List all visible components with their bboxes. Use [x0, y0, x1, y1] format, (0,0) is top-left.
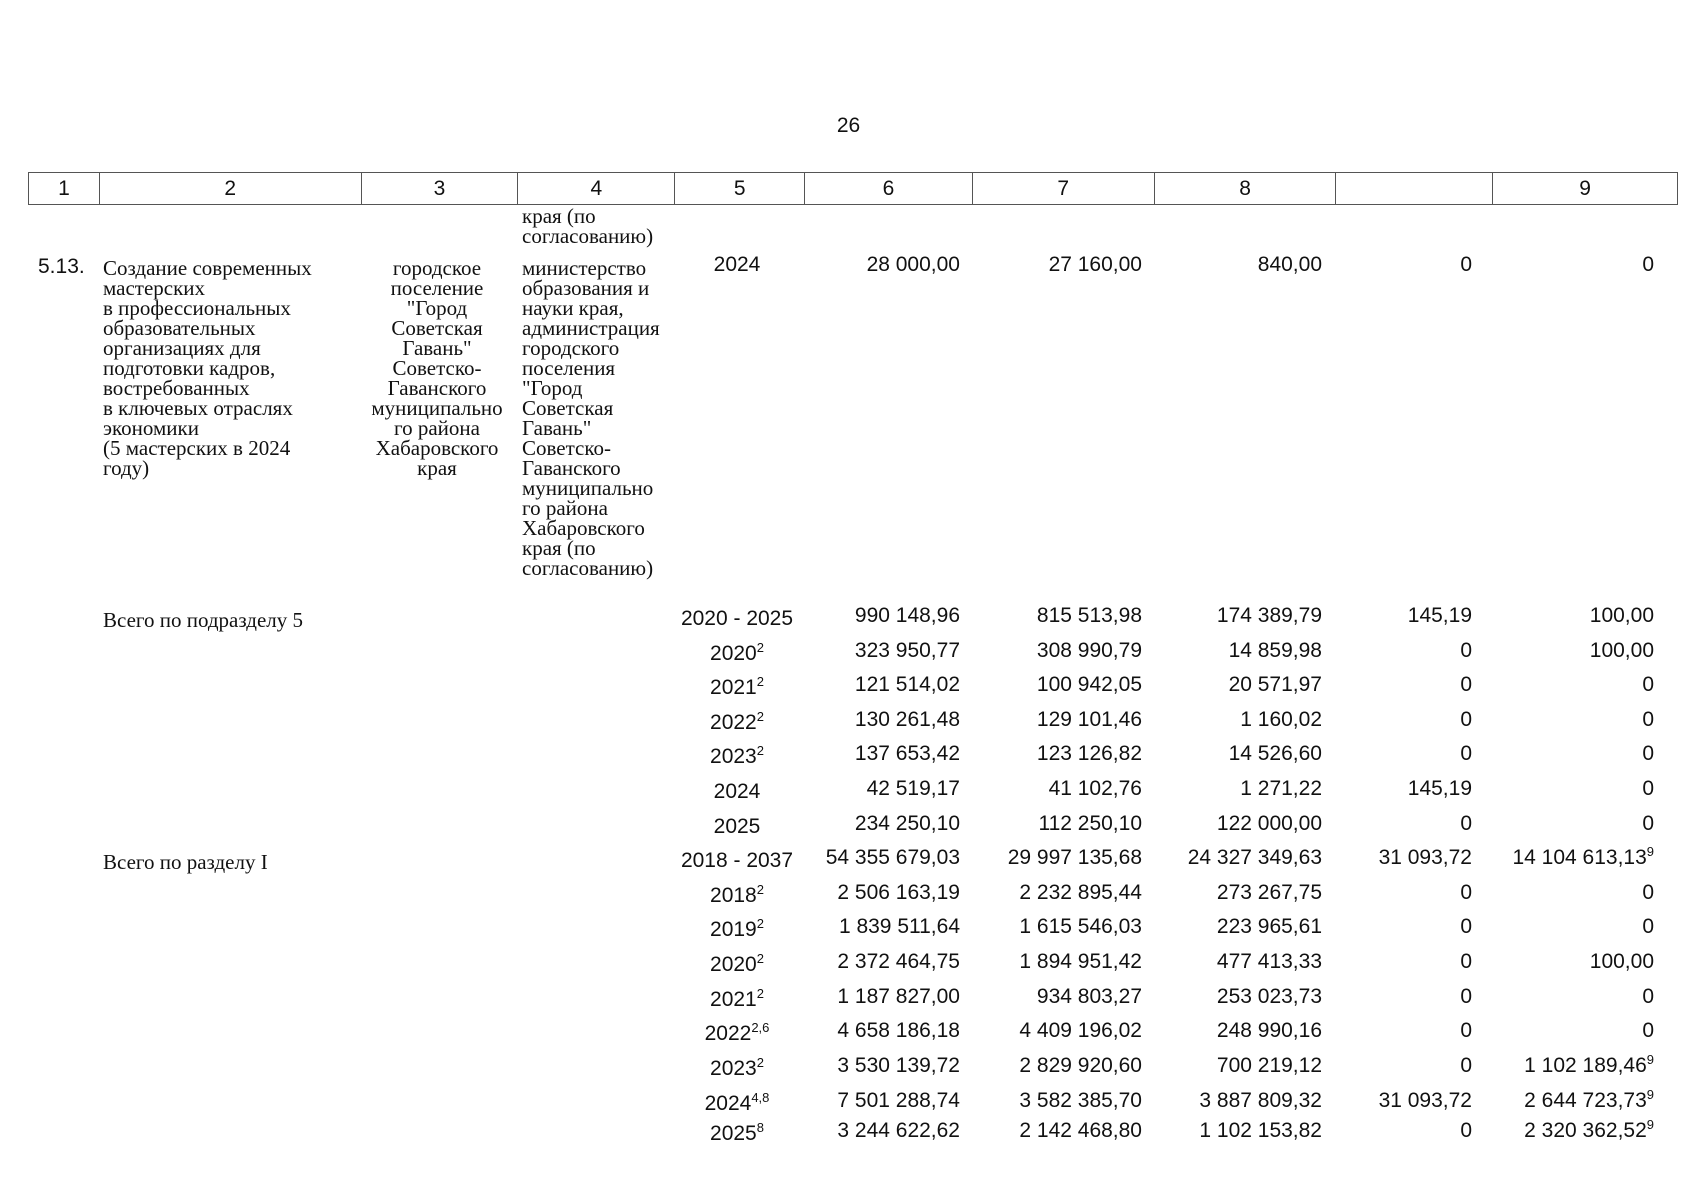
footnote-marker: 2 — [756, 674, 764, 690]
footnote-marker: 9 — [1646, 1087, 1654, 1102]
row-value-6: 7 501 288,74 — [837, 1089, 960, 1112]
footnote-marker: 9 — [1646, 1117, 1654, 1132]
row-value-8: 273 267,75 — [1216, 881, 1322, 904]
row-year: 2022$^2$ — [710, 708, 764, 734]
row-value-8: 840,00 — [1257, 253, 1322, 276]
row-year: 2025 — [713, 814, 761, 838]
row-number: 5.13. — [38, 255, 85, 278]
row-value-7: 123 126,82 — [1036, 742, 1142, 766]
row-value-8: 24 327 349,63 — [1187, 846, 1322, 869]
row-value-9: 100,00 — [1589, 604, 1654, 627]
row-value-9: 0 — [1642, 985, 1654, 1008]
row-value-7: 2 142 468,80 — [1019, 1119, 1142, 1142]
footnote-marker: 2 — [756, 639, 764, 655]
page-number: 26 — [836, 114, 861, 137]
row-value-9: 100,00 — [1589, 950, 1654, 973]
footnote-marker: 2 — [756, 1055, 764, 1070]
header-col-4: 4 — [517, 173, 674, 204]
row-value-9: 2 320 362,52$^9$ — [1524, 1117, 1654, 1142]
header-col-2: 2 — [99, 173, 361, 204]
footnote-marker: 9 — [1646, 844, 1654, 859]
row-value-extra: 0 — [1460, 985, 1472, 1008]
carry-over-text: края (по согласованию) — [522, 204, 654, 248]
row-value-extra: 0 — [1460, 638, 1472, 662]
footnote-marker: 2 — [756, 743, 764, 759]
row-value-7: 934 803,27 — [1036, 985, 1142, 1008]
row-year: 2020$^2$ — [710, 951, 764, 976]
row-value-8: 477 413,33 — [1216, 950, 1322, 973]
row-year: 2021$^2$ — [710, 674, 764, 700]
header-col-8: 8 — [1154, 173, 1336, 204]
row-value-8: 3 887 809,32 — [1199, 1089, 1322, 1112]
row-value-8: 248 990,16 — [1216, 1019, 1322, 1042]
row-value-extra: 0 — [1460, 1119, 1472, 1142]
row-value-7: 3 582 385,70 — [1019, 1089, 1142, 1112]
footnote-marker: 2 — [756, 916, 764, 931]
row-value-6: 990 148,96 — [854, 604, 960, 627]
total-label: Всего по разделу I — [103, 850, 268, 874]
row-value-9: 100,00 — [1589, 638, 1654, 662]
row-name: Создание современных мастерских в профессиональных образовательных организациях для подготовки кадров, востребованных в ключевых отраслях экономики (5 мастерских в 2024 году) — [103, 256, 312, 480]
row-value-9: 0 — [1642, 811, 1654, 835]
row-value-extra: 31 093,72 — [1378, 846, 1472, 869]
row-value-9: 2 644 723,73$^9$ — [1524, 1087, 1654, 1112]
footnote-marker: 4,8 — [751, 1090, 770, 1105]
row-value-9: 0 — [1642, 1019, 1654, 1042]
row-value-9: 0 — [1642, 915, 1654, 938]
row-value-6: 3 530 139,72 — [837, 1054, 960, 1077]
footnote-marker: 2 — [756, 882, 764, 897]
footnote-marker: 2 — [756, 951, 764, 966]
row-value-8: 1 160,02 — [1240, 707, 1322, 731]
footnote-marker: 2 — [756, 986, 764, 1001]
row-value-6: 130 261,48 — [854, 707, 960, 731]
table-header — [28, 172, 1678, 205]
row-value-extra: 0 — [1460, 673, 1472, 697]
row-year: 2019$^2$ — [710, 916, 764, 941]
row-value-7: 129 101,46 — [1036, 707, 1142, 731]
row-value-7: 100 942,05 — [1036, 673, 1142, 697]
row-value-extra: 0 — [1460, 253, 1472, 276]
row-year: 2022$^{2,6}$ — [704, 1020, 770, 1045]
row-value-extra: 0 — [1460, 1054, 1472, 1077]
row-value-extra: 0 — [1460, 811, 1472, 835]
row-year: 2024 — [713, 253, 761, 276]
row-value-8: 223 965,61 — [1216, 915, 1322, 938]
row-year: 2024$^{4,8}$ — [704, 1090, 770, 1115]
row-value-extra: 0 — [1460, 1019, 1472, 1042]
row-year: 2020 - 2025 — [680, 607, 794, 630]
row-value-6: 2 372 464,75 — [837, 950, 960, 973]
header-col-9: 9 — [1492, 173, 1677, 204]
row-value-9: 0 — [1642, 673, 1654, 697]
row-value-6: 4 658 186,18 — [837, 1019, 960, 1042]
row-value-6: 3 244 622,62 — [837, 1119, 960, 1142]
header-col-3: 3 — [361, 173, 518, 204]
row-value-8: 253 023,73 — [1216, 985, 1322, 1008]
row-value-8: 122 000,00 — [1216, 811, 1322, 835]
footnote-marker: 2 — [756, 708, 764, 724]
row-year: 2020$^2$ — [710, 639, 764, 665]
row-value-extra: 0 — [1460, 881, 1472, 904]
row-value-9: 0 — [1642, 777, 1654, 800]
row-value-7: 2 232 895,44 — [1019, 881, 1142, 904]
header-col-7: 7 — [972, 173, 1154, 204]
row-value-9: 0 — [1642, 253, 1654, 276]
row-value-extra: 145,19 — [1407, 604, 1472, 627]
row-year: 2021$^2$ — [710, 986, 764, 1011]
row-value-7: 1 894 951,42 — [1019, 950, 1142, 973]
footnote-marker: 2,6 — [751, 1020, 770, 1035]
row-year: 2023$^2$ — [710, 743, 764, 769]
row-value-6: 234 250,10 — [854, 811, 960, 835]
row-value-7: 112 250,10 — [1038, 811, 1142, 835]
footnote-marker: 8 — [756, 1120, 764, 1135]
row-value-7: 1 615 546,03 — [1019, 915, 1142, 938]
header-col-6: 6 — [804, 173, 972, 204]
row-value-7: 27 160,00 — [1048, 253, 1142, 276]
row-value-6: 28 000,00 — [866, 253, 960, 276]
row-value-7: 2 829 920,60 — [1019, 1054, 1142, 1077]
row-value-extra: 145,19 — [1407, 777, 1472, 800]
header-col-extra — [1335, 173, 1492, 204]
row-year: 2024 — [713, 780, 761, 803]
row-value-6: 1 187 827,00 — [837, 985, 960, 1008]
row-value-extra: 31 093,72 — [1378, 1089, 1472, 1112]
footnote-marker: 9 — [1646, 1052, 1654, 1067]
row-value-7: 815 513,98 — [1036, 604, 1142, 627]
row-value-extra: 0 — [1460, 707, 1472, 731]
row-value-7: 29 997 135,68 — [1007, 846, 1142, 869]
row-executor: министерство образования и науки края, администрация городского поселения "Город Советская Гавань" Советско- Гаванского муниципально го района Хабаровского края (по согласованию) — [522, 256, 660, 580]
row-value-6: 121 514,02 — [854, 673, 960, 697]
row-value-extra: 0 — [1460, 742, 1472, 766]
row-value-9: 14 104 613,13$^9$ — [1512, 844, 1654, 869]
row-location: городское поселение "Город Советская Гавань" Советско- Гаванского муниципально го района Хабаровского края — [371, 256, 503, 480]
row-value-9: 0 — [1642, 742, 1654, 766]
row-value-9: 0 — [1642, 707, 1654, 731]
row-value-7: 4 409 196,02 — [1019, 1019, 1142, 1042]
row-value-9: 1 102 189,46$^9$ — [1524, 1052, 1654, 1077]
row-year: 2023$^2$ — [710, 1055, 764, 1080]
row-year: 2025$^8$ — [710, 1120, 764, 1145]
row-value-8: 1 271,22 — [1240, 777, 1322, 800]
row-value-9: 0 — [1642, 881, 1654, 904]
row-value-7: 41 102,76 — [1048, 777, 1142, 800]
header-col-5: 5 — [674, 173, 804, 204]
row-year: 2018 - 2037 — [680, 849, 794, 872]
row-value-8: 20 571,97 — [1228, 673, 1322, 697]
row-value-8: 700 219,12 — [1216, 1054, 1322, 1077]
row-value-6: 54 355 679,03 — [825, 846, 960, 869]
row-value-6: 323 950,77 — [854, 638, 960, 662]
row-value-8: 14 859,98 — [1228, 638, 1322, 662]
row-value-6: 1 839 511,64 — [838, 915, 960, 938]
row-value-8: 1 102 153,82 — [1199, 1119, 1322, 1142]
row-value-8: 174 389,79 — [1216, 604, 1322, 627]
row-value-extra: 0 — [1460, 915, 1472, 938]
header-col-1: 1 — [58, 177, 70, 200]
subtotal-label: Всего по подразделу 5 — [103, 608, 304, 632]
row-value-6: 42 519,17 — [866, 777, 960, 800]
row-value-6: 2 506 163,19 — [837, 881, 960, 904]
row-year: 2018$^2$ — [710, 882, 764, 907]
row-value-6: 137 653,42 — [854, 742, 960, 766]
row-value-8: 14 526,60 — [1228, 742, 1322, 766]
row-value-7: 308 990,79 — [1036, 638, 1142, 662]
row-value-extra: 0 — [1460, 950, 1472, 973]
